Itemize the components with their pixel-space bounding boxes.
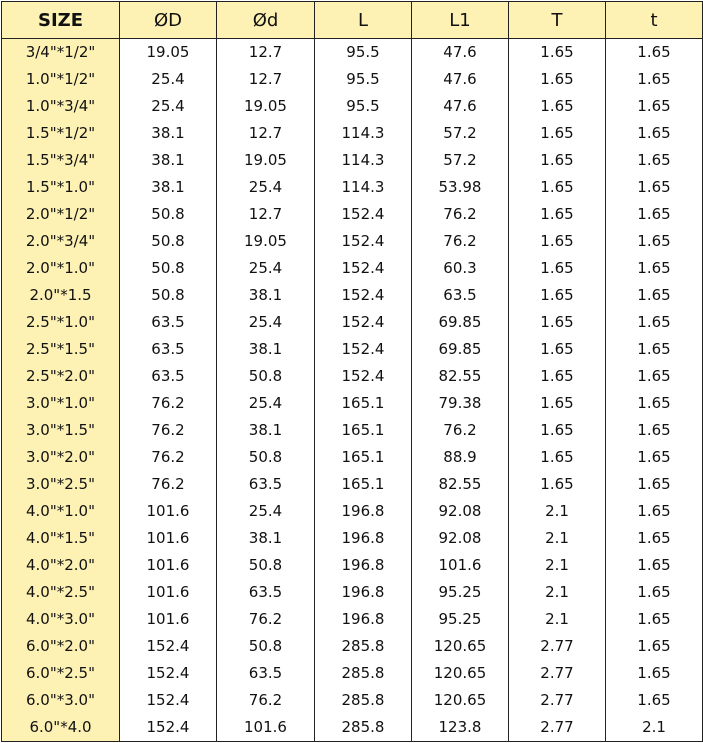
size-cell: 6.0"*2.5"	[2, 660, 120, 687]
size-cell: 2.5"*2.0"	[2, 363, 120, 390]
thickness-big-t-cell: 2.77	[509, 714, 606, 742]
outer-diameter-cell: 76.2	[120, 390, 217, 417]
header-thickness-small-t: t	[606, 2, 703, 39]
header-row	[2, 2, 703, 39]
outer-diameter-cell: 50.8	[120, 282, 217, 309]
thickness-big-t-cell: 1.65	[509, 66, 606, 93]
size-cell: 6.0"*2.0"	[2, 633, 120, 660]
inner-diameter-cell: 19.05	[217, 228, 315, 255]
inner-diameter-cell: 63.5	[217, 579, 315, 606]
length-l1-cell: 53.98	[412, 174, 509, 201]
length-l1-cell: 88.9	[412, 444, 509, 471]
inner-diameter-cell: 50.8	[217, 363, 315, 390]
size-cell: 4.0"*2.5"	[2, 579, 120, 606]
inner-diameter-cell: 25.4	[217, 498, 315, 525]
thickness-big-t-cell: 1.65	[509, 228, 606, 255]
table-row	[2, 120, 703, 147]
thickness-big-t-cell: 1.65	[509, 93, 606, 120]
thickness-small-t-cell: 1.65	[606, 471, 703, 498]
thickness-small-t-cell: 1.65	[606, 633, 703, 660]
outer-diameter-cell: 63.5	[120, 309, 217, 336]
thickness-big-t-cell: 1.65	[509, 120, 606, 147]
outer-diameter-cell: 101.6	[120, 552, 217, 579]
thickness-small-t-cell: 1.65	[606, 417, 703, 444]
thickness-small-t-cell: 1.65	[606, 147, 703, 174]
table-row	[2, 417, 703, 444]
inner-diameter-cell: 38.1	[217, 282, 315, 309]
outer-diameter-cell: 152.4	[120, 714, 217, 742]
table-row	[2, 228, 703, 255]
length-cell: 165.1	[315, 417, 412, 444]
outer-diameter-cell: 38.1	[120, 147, 217, 174]
thickness-big-t-cell: 2.77	[509, 633, 606, 660]
size-cell: 1.5"*3/4"	[2, 147, 120, 174]
length-l1-cell: 120.65	[412, 687, 509, 714]
outer-diameter-cell: 101.6	[120, 606, 217, 633]
length-l1-cell: 92.08	[412, 525, 509, 552]
length-cell: 285.8	[315, 714, 412, 742]
length-cell: 95.5	[315, 93, 412, 120]
inner-diameter-cell: 19.05	[217, 93, 315, 120]
inner-diameter-cell: 38.1	[217, 336, 315, 363]
inner-diameter-cell: 38.1	[217, 417, 315, 444]
size-cell: 3.0"*1.5"	[2, 417, 120, 444]
table-row	[2, 282, 703, 309]
size-cell: 2.0"*1.0"	[2, 255, 120, 282]
length-l1-cell: 57.2	[412, 147, 509, 174]
inner-diameter-cell: 12.7	[217, 39, 315, 67]
size-cell: 2.0"*1/2"	[2, 201, 120, 228]
outer-diameter-cell: 19.05	[120, 39, 217, 67]
thickness-small-t-cell: 1.65	[606, 228, 703, 255]
thickness-small-t-cell: 1.65	[606, 309, 703, 336]
thickness-small-t-cell: 1.65	[606, 336, 703, 363]
thickness-big-t-cell: 1.65	[509, 336, 606, 363]
thickness-big-t-cell: 2.1	[509, 606, 606, 633]
size-cell: 3.0"*2.5"	[2, 471, 120, 498]
length-cell: 152.4	[315, 309, 412, 336]
size-cell: 2.5"*1.5"	[2, 336, 120, 363]
size-cell: 2.5"*1.0"	[2, 309, 120, 336]
size-cell: 1.0"*3/4"	[2, 93, 120, 120]
thickness-big-t-cell: 1.65	[509, 444, 606, 471]
thickness-small-t-cell: 1.65	[606, 444, 703, 471]
size-cell: 2.0"*1.5	[2, 282, 120, 309]
length-l1-cell: 60.3	[412, 255, 509, 282]
thickness-big-t-cell: 2.1	[509, 579, 606, 606]
outer-diameter-cell: 76.2	[120, 417, 217, 444]
outer-diameter-cell: 25.4	[120, 66, 217, 93]
length-cell: 95.5	[315, 66, 412, 93]
length-l1-cell: 47.6	[412, 66, 509, 93]
outer-diameter-cell: 25.4	[120, 93, 217, 120]
table-row	[2, 471, 703, 498]
length-l1-cell: 76.2	[412, 417, 509, 444]
length-l1-cell: 120.65	[412, 633, 509, 660]
table-row	[2, 714, 703, 742]
inner-diameter-cell: 25.4	[217, 309, 315, 336]
inner-diameter-cell: 50.8	[217, 633, 315, 660]
thickness-big-t-cell: 1.65	[509, 174, 606, 201]
thickness-big-t-cell: 2.1	[509, 552, 606, 579]
thickness-small-t-cell: 1.65	[606, 498, 703, 525]
length-l1-cell: 76.2	[412, 201, 509, 228]
inner-diameter-cell: 63.5	[217, 471, 315, 498]
size-cell: 3.0"*2.0"	[2, 444, 120, 471]
length-l1-cell: 120.65	[412, 660, 509, 687]
thickness-small-t-cell: 1.65	[606, 363, 703, 390]
length-cell: 165.1	[315, 390, 412, 417]
table-row	[2, 525, 703, 552]
outer-diameter-cell: 76.2	[120, 444, 217, 471]
outer-diameter-cell: 38.1	[120, 174, 217, 201]
thickness-big-t-cell: 1.65	[509, 147, 606, 174]
table-row	[2, 39, 703, 67]
thickness-big-t-cell: 1.65	[509, 39, 606, 67]
outer-diameter-cell: 101.6	[120, 525, 217, 552]
size-cell: 1.5"*1.0"	[2, 174, 120, 201]
thickness-big-t-cell: 2.1	[509, 498, 606, 525]
length-l1-cell: 95.25	[412, 606, 509, 633]
table-row	[2, 633, 703, 660]
size-cell: 3/4"*1/2"	[2, 39, 120, 67]
inner-diameter-cell: 25.4	[217, 255, 315, 282]
thickness-small-t-cell: 1.65	[606, 174, 703, 201]
length-cell: 196.8	[315, 498, 412, 525]
size-cell: 3.0"*1.0"	[2, 390, 120, 417]
thickness-small-t-cell: 1.65	[606, 255, 703, 282]
thickness-big-t-cell: 1.65	[509, 390, 606, 417]
thickness-small-t-cell: 1.65	[606, 552, 703, 579]
table-header	[2, 2, 703, 39]
length-cell: 114.3	[315, 120, 412, 147]
outer-diameter-cell: 152.4	[120, 660, 217, 687]
table-body	[2, 39, 703, 742]
inner-diameter-cell: 19.05	[217, 147, 315, 174]
outer-diameter-cell: 101.6	[120, 579, 217, 606]
inner-diameter-cell: 12.7	[217, 201, 315, 228]
thickness-small-t-cell: 1.65	[606, 120, 703, 147]
length-l1-cell: 79.38	[412, 390, 509, 417]
length-cell: 165.1	[315, 444, 412, 471]
length-cell: 152.4	[315, 201, 412, 228]
size-cell: 6.0"*3.0"	[2, 687, 120, 714]
table-row	[2, 336, 703, 363]
inner-diameter-cell: 25.4	[217, 390, 315, 417]
table-row	[2, 363, 703, 390]
table-row	[2, 255, 703, 282]
header-length: L	[315, 2, 412, 39]
length-cell: 285.8	[315, 660, 412, 687]
inner-diameter-cell: 101.6	[217, 714, 315, 742]
outer-diameter-cell: 50.8	[120, 201, 217, 228]
length-l1-cell: 82.55	[412, 471, 509, 498]
thickness-big-t-cell: 1.65	[509, 309, 606, 336]
thickness-big-t-cell: 1.65	[509, 255, 606, 282]
thickness-big-t-cell: 2.77	[509, 687, 606, 714]
size-cell: 6.0"*4.0	[2, 714, 120, 742]
thickness-big-t-cell: 1.65	[509, 201, 606, 228]
size-cell: 1.0"*1/2"	[2, 66, 120, 93]
size-cell: 4.0"*1.0"	[2, 498, 120, 525]
table-row	[2, 93, 703, 120]
size-cell: 1.5"*1/2"	[2, 120, 120, 147]
length-cell: 152.4	[315, 282, 412, 309]
header-size: SIZE	[2, 2, 120, 39]
thickness-small-t-cell: 1.65	[606, 687, 703, 714]
length-cell: 152.4	[315, 255, 412, 282]
thickness-small-t-cell: 1.65	[606, 660, 703, 687]
inner-diameter-cell: 25.4	[217, 174, 315, 201]
table-row	[2, 147, 703, 174]
table-row	[2, 390, 703, 417]
table-row	[2, 66, 703, 93]
thickness-big-t-cell: 2.77	[509, 660, 606, 687]
thickness-big-t-cell: 1.65	[509, 282, 606, 309]
inner-diameter-cell: 50.8	[217, 552, 315, 579]
inner-diameter-cell: 12.7	[217, 66, 315, 93]
size-cell: 4.0"*3.0"	[2, 606, 120, 633]
inner-diameter-cell: 12.7	[217, 120, 315, 147]
table-row	[2, 444, 703, 471]
thickness-small-t-cell: 1.65	[606, 390, 703, 417]
outer-diameter-cell: 152.4	[120, 687, 217, 714]
dimension-table	[1, 1, 703, 742]
length-cell: 285.8	[315, 633, 412, 660]
length-cell: 196.8	[315, 579, 412, 606]
length-l1-cell: 63.5	[412, 282, 509, 309]
length-l1-cell: 82.55	[412, 363, 509, 390]
table-row	[2, 201, 703, 228]
outer-diameter-cell: 63.5	[120, 363, 217, 390]
table-row	[2, 174, 703, 201]
length-cell: 196.8	[315, 525, 412, 552]
length-cell: 152.4	[315, 336, 412, 363]
table-row	[2, 552, 703, 579]
length-l1-cell: 69.85	[412, 309, 509, 336]
outer-diameter-cell: 101.6	[120, 498, 217, 525]
header-outer-diameter: ØD	[120, 2, 217, 39]
thickness-small-t-cell: 1.65	[606, 201, 703, 228]
thickness-big-t-cell: 1.65	[509, 417, 606, 444]
inner-diameter-cell: 50.8	[217, 444, 315, 471]
length-cell: 152.4	[315, 228, 412, 255]
thickness-small-t-cell: 1.65	[606, 39, 703, 67]
length-cell: 114.3	[315, 147, 412, 174]
table-row	[2, 606, 703, 633]
length-l1-cell: 76.2	[412, 228, 509, 255]
length-l1-cell: 101.6	[412, 552, 509, 579]
thickness-big-t-cell: 1.65	[509, 471, 606, 498]
size-cell: 2.0"*3/4"	[2, 228, 120, 255]
table-row	[2, 498, 703, 525]
header-thickness-big-t: T	[509, 2, 606, 39]
thickness-small-t-cell: 1.65	[606, 66, 703, 93]
inner-diameter-cell: 38.1	[217, 525, 315, 552]
thickness-big-t-cell: 2.1	[509, 525, 606, 552]
inner-diameter-cell: 76.2	[217, 606, 315, 633]
outer-diameter-cell: 152.4	[120, 633, 217, 660]
length-cell: 152.4	[315, 363, 412, 390]
thickness-small-t-cell: 2.1	[606, 714, 703, 742]
header-inner-diameter: Ød	[217, 2, 315, 39]
thickness-big-t-cell: 1.65	[509, 363, 606, 390]
length-cell: 196.8	[315, 606, 412, 633]
length-l1-cell: 47.6	[412, 93, 509, 120]
inner-diameter-cell: 63.5	[217, 660, 315, 687]
thickness-small-t-cell: 1.65	[606, 282, 703, 309]
length-l1-cell: 92.08	[412, 498, 509, 525]
length-cell: 196.8	[315, 552, 412, 579]
size-cell: 4.0"*2.0"	[2, 552, 120, 579]
length-l1-cell: 57.2	[412, 120, 509, 147]
header-length-l1: L1	[412, 2, 509, 39]
table-row	[2, 309, 703, 336]
length-l1-cell: 47.6	[412, 39, 509, 67]
length-l1-cell: 95.25	[412, 579, 509, 606]
thickness-small-t-cell: 1.65	[606, 606, 703, 633]
thickness-small-t-cell: 1.65	[606, 579, 703, 606]
table-row	[2, 660, 703, 687]
thickness-small-t-cell: 1.65	[606, 93, 703, 120]
outer-diameter-cell: 63.5	[120, 336, 217, 363]
length-cell: 95.5	[315, 39, 412, 67]
outer-diameter-cell: 50.8	[120, 255, 217, 282]
length-cell: 114.3	[315, 174, 412, 201]
outer-diameter-cell: 50.8	[120, 228, 217, 255]
table-row	[2, 579, 703, 606]
size-cell: 4.0"*1.5"	[2, 525, 120, 552]
thickness-small-t-cell: 1.65	[606, 525, 703, 552]
length-cell: 165.1	[315, 471, 412, 498]
outer-diameter-cell: 38.1	[120, 120, 217, 147]
length-cell: 285.8	[315, 687, 412, 714]
inner-diameter-cell: 76.2	[217, 687, 315, 714]
length-l1-cell: 69.85	[412, 336, 509, 363]
length-l1-cell: 123.8	[412, 714, 509, 742]
table-row	[2, 687, 703, 714]
dimension-table-container	[1, 1, 702, 742]
outer-diameter-cell: 76.2	[120, 471, 217, 498]
